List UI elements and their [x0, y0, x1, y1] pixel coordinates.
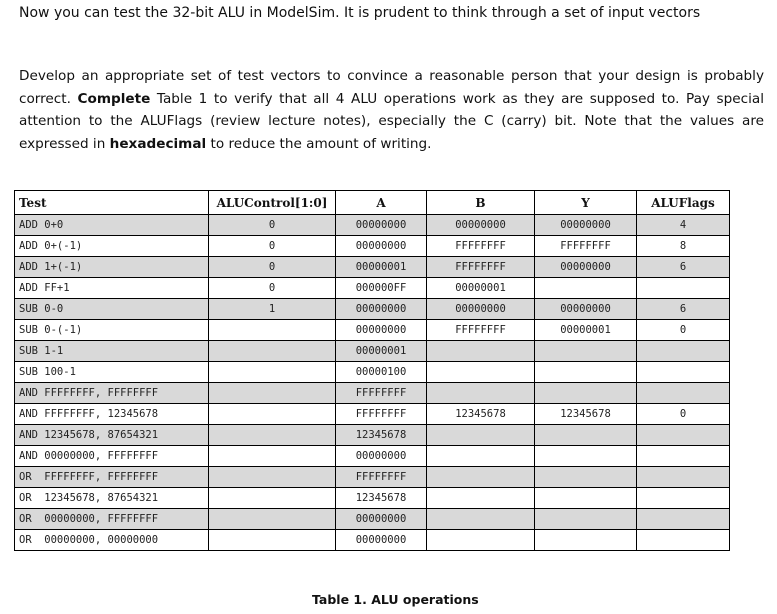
cell-a: 00000000 — [336, 509, 427, 530]
cell-aluflags — [637, 446, 730, 467]
cell-b: FFFFFFFF — [427, 257, 535, 278]
cell-b — [427, 383, 535, 404]
cell-b: 12345678 — [427, 404, 535, 425]
header-alucontrol: ALUControl[1:0] — [209, 191, 336, 215]
cell-test: OR 12345678, 87654321 — [15, 488, 209, 509]
cell-test: SUB 100-1 — [15, 362, 209, 383]
cell-test: AND 12345678, 87654321 — [15, 425, 209, 446]
table-row — [15, 383, 730, 404]
table-row — [15, 215, 730, 236]
cell-a: 00000000 — [336, 299, 427, 320]
cell-a: FFFFFFFF — [336, 404, 427, 425]
table-row — [15, 341, 730, 362]
cell-aluflags: 0 — [637, 320, 730, 341]
cell-a: 00000100 — [336, 362, 427, 383]
table-row — [15, 488, 730, 509]
cell-aluflags — [637, 341, 730, 362]
cell-aluflags — [637, 530, 730, 551]
table-row — [15, 446, 730, 467]
cell-y: 00000000 — [535, 257, 637, 278]
intro-text: Now you can test the 32-bit ALU in ModelSim. It is prudent to think through a set of input vectors — [19, 5, 701, 21]
cell-aluflags: 0 — [637, 404, 730, 425]
cell-alucontrol — [209, 320, 336, 341]
cell-a: FFFFFFFF — [336, 383, 427, 404]
paragraph-text: to reduce the amount of writing. — [206, 135, 432, 152]
paragraph-text: Table 1 to verify that all 4 ALU operations work as they are supposed to. Pay special attention to the ALUFlags (review lecture notes), especially the C (carry) bit. Note that the values are expressed in — [19, 90, 764, 152]
cell-aluflags — [637, 362, 730, 383]
cell-y — [535, 530, 637, 551]
table-row — [15, 425, 730, 446]
cell-test: SUB 0-(-1) — [15, 320, 209, 341]
cell-test: OR FFFFFFFF, FFFFFFFF — [15, 467, 209, 488]
cell-alucontrol — [209, 362, 336, 383]
cell-y: 00000000 — [535, 215, 637, 236]
cell-b — [427, 341, 535, 362]
cell-b — [427, 362, 535, 383]
cell-a: 00000001 — [336, 341, 427, 362]
cell-b — [427, 446, 535, 467]
cell-y: FFFFFFFF — [535, 236, 637, 257]
cell-y — [535, 446, 637, 467]
cell-b — [427, 488, 535, 509]
cell-alucontrol — [209, 467, 336, 488]
table-row — [15, 257, 730, 278]
cell-test: SUB 0-0 — [15, 299, 209, 320]
cell-y: 00000001 — [535, 320, 637, 341]
cell-a: 00000000 — [336, 530, 427, 551]
table-row — [15, 278, 730, 299]
cell-aluflags: 8 — [637, 236, 730, 257]
table-row — [15, 236, 730, 257]
cell-alucontrol — [209, 383, 336, 404]
cell-b — [427, 509, 535, 530]
cell-a: 00000000 — [336, 446, 427, 467]
cell-y: 12345678 — [535, 404, 637, 425]
header-aluflags: ALUFlags — [637, 191, 730, 215]
cell-a: 00000000 — [336, 215, 427, 236]
cell-y — [535, 278, 637, 299]
table-row — [15, 299, 730, 320]
cell-aluflags — [637, 467, 730, 488]
cell-aluflags — [637, 488, 730, 509]
header-test: Test — [15, 191, 209, 215]
cell-aluflags — [637, 383, 730, 404]
cell-test: ADD 0+0 — [15, 215, 209, 236]
paragraph-bold: hexadecimal — [109, 135, 207, 152]
cell-y — [535, 488, 637, 509]
cell-y — [535, 467, 637, 488]
cell-alucontrol — [209, 509, 336, 530]
cell-test: SUB 1-1 — [15, 341, 209, 362]
cell-y — [535, 425, 637, 446]
header-b: B — [427, 191, 535, 215]
cell-b: FFFFFFFF — [427, 320, 535, 341]
alu-operations-table — [14, 190, 730, 551]
cell-a: 12345678 — [336, 488, 427, 509]
cell-b — [427, 530, 535, 551]
cell-y — [535, 509, 637, 530]
table-row — [15, 530, 730, 551]
paragraph-bold: Complete — [77, 90, 151, 107]
cell-aluflags — [637, 425, 730, 446]
cell-test: OR 00000000, FFFFFFFF — [15, 509, 209, 530]
cell-test: OR 00000000, 00000000 — [15, 530, 209, 551]
cell-y — [535, 383, 637, 404]
table-row — [15, 467, 730, 488]
cell-b: 00000000 — [427, 215, 535, 236]
cell-a: 00000000 — [336, 320, 427, 341]
cell-test: AND 00000000, FFFFFFFF — [15, 446, 209, 467]
header-y: Y — [535, 191, 637, 215]
cell-alucontrol: 0 — [209, 278, 336, 299]
cell-alucontrol — [209, 530, 336, 551]
cell-b: FFFFFFFF — [427, 236, 535, 257]
cell-aluflags: 6 — [637, 299, 730, 320]
table-row — [15, 320, 730, 341]
cell-test: ADD 0+(-1) — [15, 236, 209, 257]
table-row — [15, 404, 730, 425]
cell-test: ADD 1+(-1) — [15, 257, 209, 278]
cell-aluflags — [637, 509, 730, 530]
cell-alucontrol: 0 — [209, 215, 336, 236]
table-row — [15, 509, 730, 530]
cell-y — [535, 362, 637, 383]
cell-alucontrol: 0 — [209, 257, 336, 278]
cell-y: 00000000 — [535, 299, 637, 320]
cell-a: FFFFFFFF — [336, 467, 427, 488]
cell-alucontrol — [209, 425, 336, 446]
cell-y — [535, 341, 637, 362]
cell-a: 000000FF — [336, 278, 427, 299]
cell-a: 12345678 — [336, 425, 427, 446]
cell-aluflags: 4 — [637, 215, 730, 236]
cell-test: AND FFFFFFFF, FFFFFFFF — [15, 383, 209, 404]
instructions-paragraph — [19, 65, 764, 155]
cell-b — [427, 425, 535, 446]
cell-b — [427, 467, 535, 488]
cell-alucontrol — [209, 446, 336, 467]
cell-test: AND FFFFFFFF, 12345678 — [15, 404, 209, 425]
cell-alucontrol: 1 — [209, 299, 336, 320]
header-a: A — [336, 191, 427, 215]
cell-b: 00000000 — [427, 299, 535, 320]
table-header-row — [15, 191, 730, 215]
cell-alucontrol — [209, 341, 336, 362]
table-caption: Table 1. ALU operations — [312, 592, 479, 607]
cell-alucontrol: 0 — [209, 236, 336, 257]
cell-a: 00000001 — [336, 257, 427, 278]
cell-aluflags: 6 — [637, 257, 730, 278]
cell-test: ADD FF+1 — [15, 278, 209, 299]
cell-b: 00000001 — [427, 278, 535, 299]
table-row — [15, 362, 730, 383]
cell-alucontrol — [209, 404, 336, 425]
cell-alucontrol — [209, 488, 336, 509]
table-body — [15, 215, 730, 551]
cell-aluflags — [637, 278, 730, 299]
paragraph-text: Develop an appropriate set of test vectors to convince a reasonable person that your design is probably correct. — [19, 68, 764, 107]
cell-a: 00000000 — [336, 236, 427, 257]
